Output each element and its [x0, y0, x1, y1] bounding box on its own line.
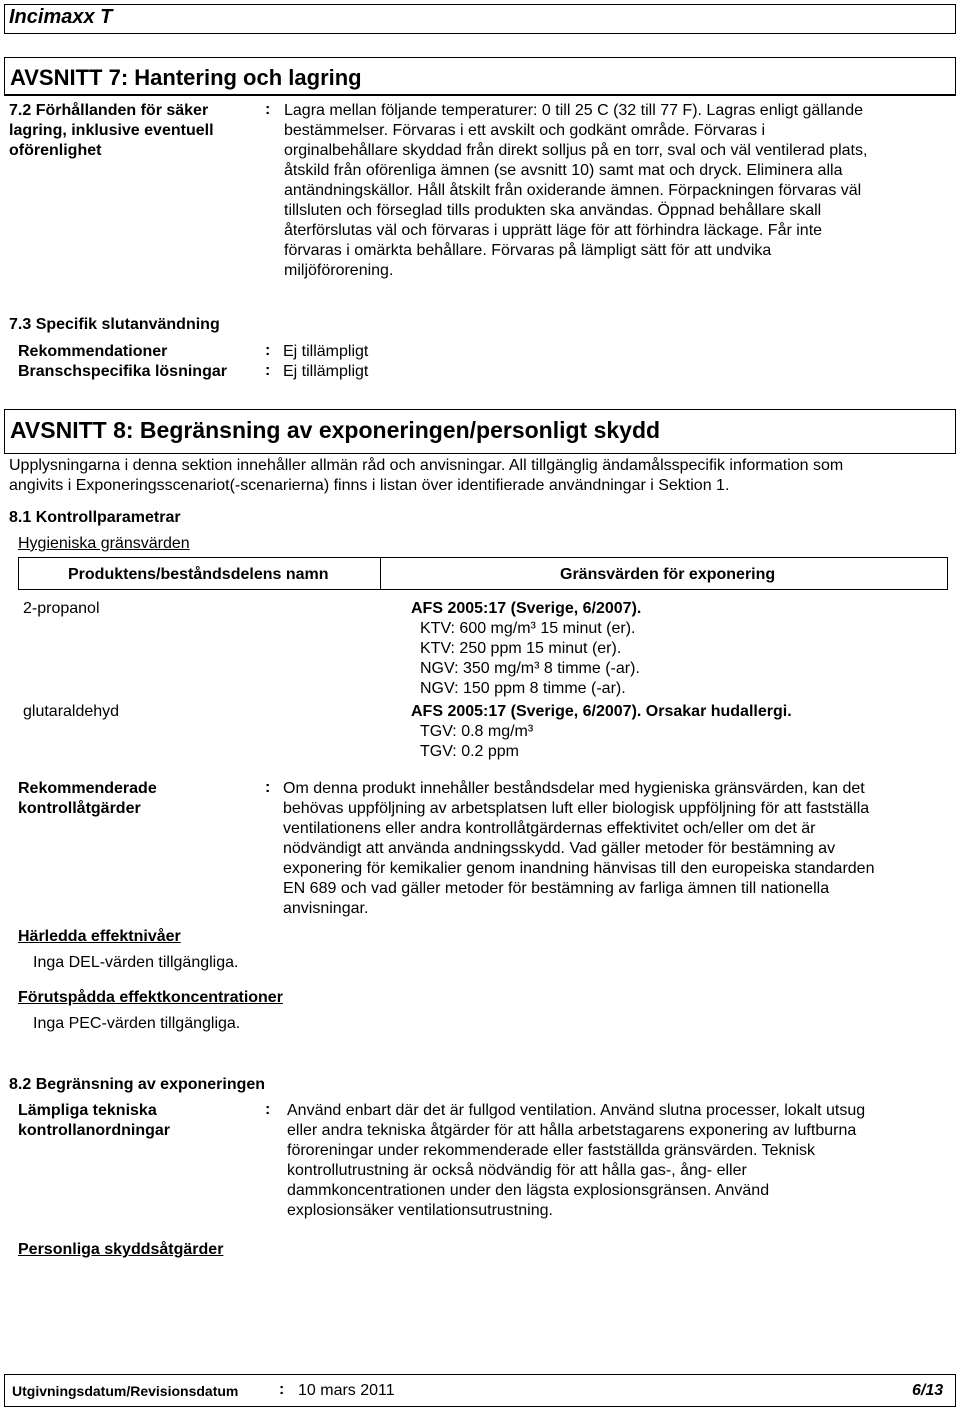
text-line: kontrollutrustning är också nödvändig för att hålla gas-, ång- eller	[287, 1162, 747, 1179]
text-line: anvisningar.	[283, 900, 369, 917]
text-line: Använd enbart där det är fullgod ventilation. Använd slutna processer, lokalt utsug	[287, 1102, 866, 1119]
limit-values	[420, 722, 533, 762]
limit-value: NGV: 350 mg/m³ 8 timme (-ar).	[420, 660, 640, 677]
table-column-divider	[380, 557, 381, 590]
text-line: Upplysningarna i denna sektion innehåller allmän råd och anvisningar. All tillgänglig ändamålsspecifik information som	[9, 457, 844, 474]
text-line: återförslutas väl och förvaras i upprätt läge för att förhindra läckage. Får inte	[284, 222, 823, 239]
del-heading: Härledda effektnivåer	[18, 928, 181, 945]
storage-conditions-text	[284, 101, 954, 281]
text-line: behövas uppföljning av arbetsplatsen luft eller biologisk uppföljning för att fastställa	[283, 800, 870, 817]
colon: :	[279, 1381, 285, 1398]
ppe-heading: Personliga skyddsåtgärder	[18, 1241, 224, 1258]
text-line: dammkoncentrationen under den lägsta explosionsgränsen. Använd	[287, 1182, 770, 1199]
text-line: ventilationens eller andra kontrollåtgärdernas effektivitet och/eller om det är	[283, 820, 816, 837]
limit-value: TGV: 0.8 mg/m³	[420, 723, 534, 740]
label-line: Rekommenderade	[18, 780, 157, 797]
section8-title: AVSNITT 8: Begränsning av exponeringen/personligt skydd	[10, 417, 661, 443]
colon: :	[265, 1101, 271, 1118]
limit-source: AFS 2005:17 (Sverige, 6/2007).	[411, 600, 642, 617]
text-line: explosionsäker ventilationsutrustning.	[287, 1202, 553, 1219]
exposure-controls-heading: 8.2 Begränsning av exponeringen	[9, 1076, 266, 1093]
text-line: exponering för kemikalier genom inandning hänvisas till den europeiska standarden	[283, 860, 875, 877]
text-line: föroreningar under rekommenderade eller fastställda gränsvärden. Teknisk	[287, 1142, 815, 1159]
specific-end-use-heading: 7.3 Specifik slutanvändning	[9, 316, 220, 333]
control-parameters-heading: 8.1 Kontrollparametrar	[9, 509, 181, 526]
hygienic-limits-heading: Hygieniska gränsvärden	[18, 535, 190, 552]
section8-intro	[9, 456, 954, 496]
substance-name: glutaraldehyd	[23, 703, 120, 720]
text-line: angivits i Exponeringsscenariot(-scenarierna) finns i listan över identifierade användningar i Sektion 1.	[9, 477, 730, 494]
label-line: kontrollanordningar	[18, 1122, 170, 1139]
limit-value: KTV: 600 mg/m³ 15 minut (er).	[420, 620, 636, 637]
industry-solutions-value: Ej tillämpligt	[283, 363, 369, 380]
text-line: antändningskällor. Håll åtskilt från oxiderande ämnen. Förpackningen förvaras väl	[284, 182, 862, 199]
text-line: förvaras i omärkta behållare. Förvaras på lämpligt sätt för att undvika	[284, 242, 772, 259]
text-line: EN 689 och vad gäller metoder för bestämning av farliga ämnen till nationella	[283, 880, 830, 897]
colon: :	[265, 362, 271, 379]
limit-value: NGV: 150 ppm 8 timme (-ar).	[420, 680, 626, 697]
text-line: eller andra tekniska åtgärder för att hålla arbetstagarens exponering av luftburna	[287, 1122, 857, 1139]
recommended-controls-label	[18, 779, 157, 819]
colon: :	[265, 342, 271, 359]
pec-text: Inga PEC-värden tillgängliga.	[33, 1015, 241, 1032]
label-line: kontrollåtgärder	[18, 800, 141, 817]
limit-value: KTV: 250 ppm 15 minut (er).	[420, 640, 622, 657]
colon: :	[265, 779, 271, 796]
text-line: tillsluten och förseglad tills produkten ska användas. Öppnad behållare skall	[284, 202, 822, 219]
recommended-controls-text	[283, 779, 953, 919]
engineering-controls-label	[18, 1101, 170, 1141]
limit-source: AFS 2005:17 (Sverige, 6/2007). Orsakar hudallergi.	[411, 703, 792, 720]
industry-solutions-label: Branschspecifika lösningar	[18, 363, 227, 380]
section7-title: AVSNITT 7: Hantering och lagring	[10, 65, 362, 90]
substance-name: 2-propanol	[23, 600, 100, 617]
text-line: Om denna produkt innehåller beståndsdelar med hygieniska gränsvärden, kan det	[283, 780, 865, 797]
engineering-controls-text	[287, 1101, 955, 1221]
table-col-limits: Gränsvärden för exponering	[560, 566, 776, 583]
footer-date-value: 10 mars 2011	[298, 1382, 395, 1399]
text-line: Lagra mellan följande temperaturer: 0 till 25 C (32 till 77 F). Lagras enligt gällande	[284, 102, 863, 119]
limit-value: TGV: 0.2 ppm	[420, 743, 519, 760]
recommendations-label: Rekommendationer	[18, 343, 168, 360]
text-line: åtskild från oförenliga ämnen (se avsnitt 10) samt mat och dryck. Eliminera alla	[284, 162, 843, 179]
header-bar	[4, 4, 956, 34]
page-number: 6/13	[912, 1382, 944, 1399]
footer-date-label: Utgivningsdatum/Revisionsdatum	[12, 1383, 239, 1399]
pec-heading: Förutspådda effektkoncentrationer	[18, 989, 283, 1006]
text-line: miljöförorening.	[284, 262, 394, 279]
colon: :	[265, 101, 271, 118]
text-line: nödvändigt att använda andningsskydd. Vad gäller metoder för bestämning av	[283, 840, 836, 857]
del-text: Inga DEL-värden tillgängliga.	[33, 954, 239, 971]
section7-title-underline	[4, 94, 956, 96]
text-line: orginalbehållare skyddad från direkt solljus på en torr, sval och väl ventilerad plats,	[284, 142, 868, 159]
table-col-name: Produktens/beståndsdelens namn	[68, 566, 329, 583]
text-line: bestämmelser. Förvaras i ett avskilt och godkänt område. Förvaras i	[284, 122, 766, 139]
recommendations-value: Ej tillämpligt	[283, 343, 369, 360]
limit-values	[420, 619, 640, 699]
storage-conditions-label: 7.2 Förhållanden för säker lagring, inklusive eventuell oförenlighet	[9, 102, 214, 159]
label-line: Lämpliga tekniska	[18, 1102, 157, 1119]
product-name: Incimaxx T	[9, 6, 113, 28]
